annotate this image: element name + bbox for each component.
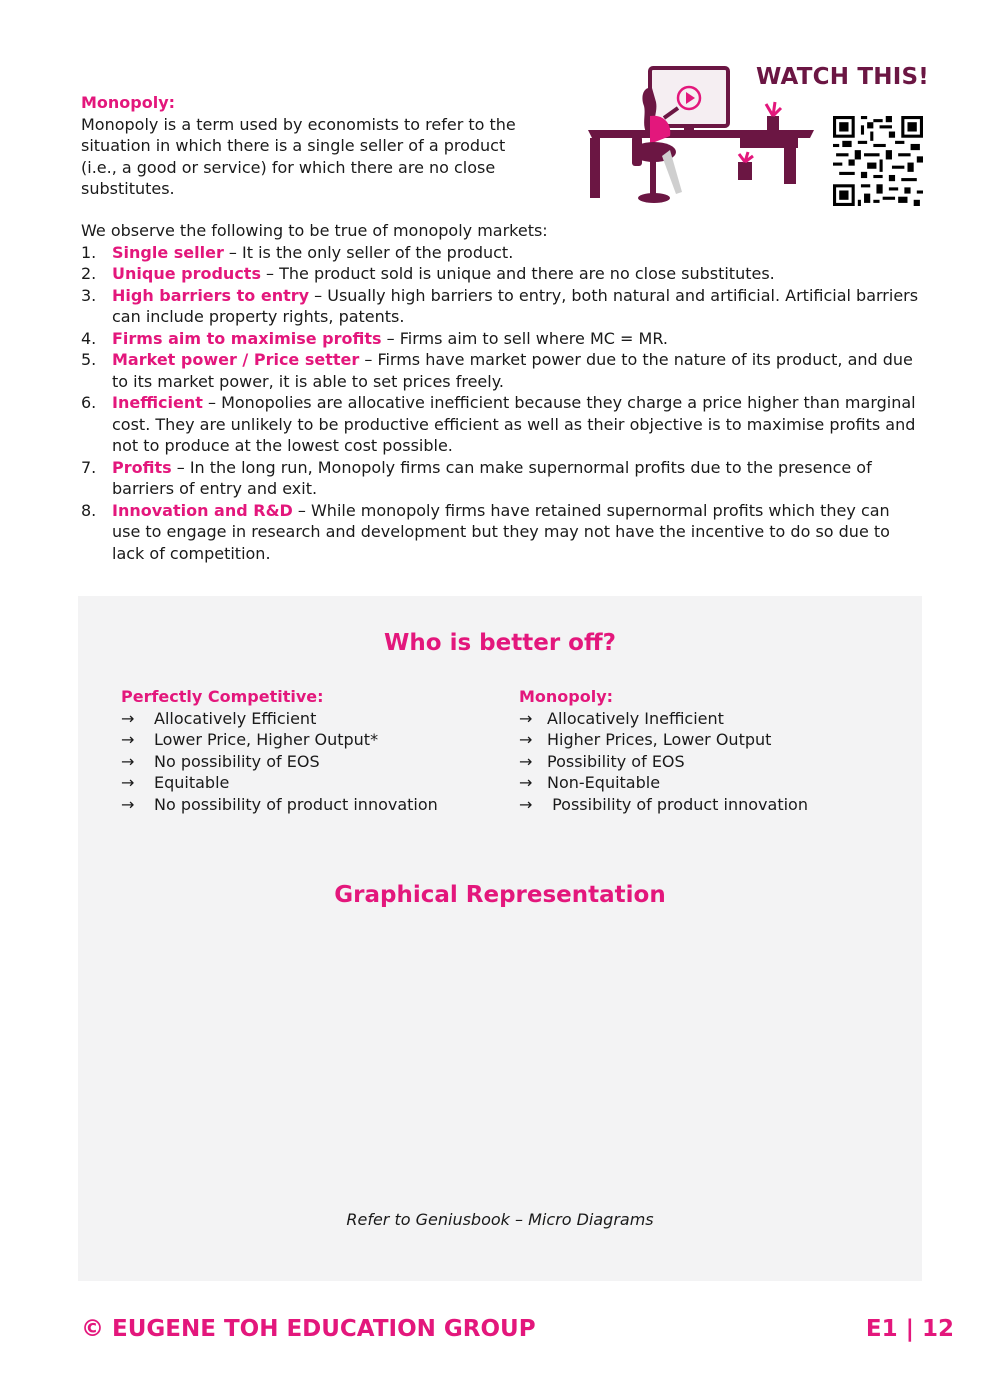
list-item: 2. Unique products – The product sold is unique and there are no close substitutes. bbox=[81, 264, 775, 283]
arrow-icon: → bbox=[121, 708, 135, 728]
arrow-icon: → bbox=[519, 773, 533, 792]
column-heading: Monopoly: bbox=[519, 687, 614, 706]
item-text: – In the long run, Monopoly firms can make supernormal profits due to the presence of barriers of entry and exit. bbox=[112, 457, 872, 498]
arrow-icon: → bbox=[121, 773, 135, 792]
arrow-icon: → bbox=[519, 730, 533, 749]
observations-lead: We observe the following to be true of monopoly markets: bbox=[81, 221, 548, 240]
list-item: → Higher Prices, Lower Output bbox=[519, 730, 772, 749]
item-term: Market power / Price setter bbox=[112, 350, 360, 369]
item-text: – The product sold is unique and there are no close substitutes. bbox=[260, 264, 775, 283]
list-item: → No possibility of product innovation bbox=[121, 794, 438, 814]
arrow-icon: → bbox=[121, 730, 135, 749]
item-text: – It is the only seller of the product. bbox=[223, 242, 514, 262]
item-term: Innovation and R&D bbox=[112, 500, 293, 520]
observations-section bbox=[81, 220, 921, 564]
page-number: E1 | 12 bbox=[865, 1316, 954, 1342]
perfect-competition-column bbox=[121, 686, 438, 815]
list-item: → Allocatively Efficient bbox=[121, 708, 317, 728]
arrow-icon: → bbox=[121, 751, 135, 771]
list-item: 5. Market power / Price setter – Firms have market power due to the nature of its product, and due to its market power, it is able to set prices freely. bbox=[81, 350, 913, 391]
list-item: → Equitable bbox=[121, 773, 230, 792]
list-item: 1. Single seller – It is the only seller of the product. bbox=[81, 242, 514, 262]
list-item: → Lower Price, Higher Output* bbox=[121, 730, 379, 749]
item-term: Profits bbox=[112, 457, 172, 477]
intro-heading: Monopoly: bbox=[81, 93, 176, 112]
list-item: 8. Innovation and R&D – While monopoly firms have retained supernormal profits which they can use to engage in research and development but they may not have the incentive to do so due to lack of competition. bbox=[81, 500, 890, 563]
list-item: → Non-Equitable bbox=[519, 773, 661, 792]
list-item: 3. High barriers to entry – Usually high barriers to entry, both natural and artificial. Artificial barriers can include property rights, patents. bbox=[81, 285, 919, 326]
item-term: Firms aim to maximise profits bbox=[112, 328, 382, 348]
item-text: – Firms aim to sell where MC = MR. bbox=[381, 328, 668, 348]
item-term: Inefficient bbox=[112, 393, 203, 412]
video-illustration bbox=[588, 66, 818, 206]
graph-title: Graphical Representation bbox=[334, 882, 666, 908]
list-item: → No possibility of EOS bbox=[121, 751, 320, 771]
watch-this-label: WATCH THIS! bbox=[756, 64, 929, 90]
list-item: → Allocatively Inefficient bbox=[519, 708, 724, 728]
reference-note: Refer to Geniusbook – Micro Diagrams bbox=[346, 1210, 654, 1229]
item-term: Single seller bbox=[112, 242, 224, 262]
item-term: Unique products bbox=[112, 264, 261, 283]
item-text: – Monopolies are allocative inefficient because they charge a price higher than marginal cost. They are unlikely to be productive efficient as well as their objective is to maximise profits and not to produce at the lowest cost possible. bbox=[112, 393, 916, 455]
list-item: → Possibility of product innovation bbox=[519, 794, 808, 814]
arrow-icon: → bbox=[519, 794, 533, 814]
intro-section bbox=[81, 92, 541, 200]
list-item: → Possibility of EOS bbox=[519, 751, 685, 771]
qr-code[interactable] bbox=[833, 116, 923, 206]
intro-text: Monopoly is a term used by economists to refer to the situation in which there is a single seller of a product (i.e., a good or service) for which there are no close substitutes. bbox=[81, 114, 516, 198]
list-item: 6. Inefficient – Monopolies are allocative inefficient because they charge a price higher than marginal cost. They are unlikely to be productive efficient as well as their objective is to maximise profits and not to produce at the lowest cost possible. bbox=[81, 393, 916, 455]
item-term: High barriers to entry bbox=[112, 285, 310, 305]
monopoly-column bbox=[519, 686, 808, 815]
item-text: – While monopoly firms have retained supernormal profits which they can use to engage in research and development but they may not have the incentive to do so due to lack of competition. bbox=[112, 500, 890, 563]
arrow-icon: → bbox=[519, 708, 533, 728]
footer-copyright: © EUGENE TOH EDUCATION GROUP bbox=[81, 1316, 536, 1342]
item-text: – Firms have market power due to the nature of its product, and due to its market power, it is able to set prices freely. bbox=[112, 350, 913, 391]
arrow-icon: → bbox=[519, 751, 533, 771]
arrow-icon: → bbox=[121, 794, 135, 814]
list-item: 4. Firms aim to maximise profits – Firms aim to sell where MC = MR. bbox=[81, 328, 668, 348]
comparison-panel bbox=[78, 596, 922, 1281]
panel-title: Who is better off? bbox=[384, 630, 616, 656]
column-heading: Perfectly Competitive: bbox=[121, 687, 324, 706]
observations-list bbox=[81, 242, 921, 565]
list-item: 7. Profits – In the long run, Monopoly firms can make supernormal profits due to the presence of barriers of entry and exit. bbox=[81, 457, 872, 498]
item-text: – Usually high barriers to entry, both natural and artificial. Artificial barriers can include property rights, patents. bbox=[112, 285, 919, 326]
